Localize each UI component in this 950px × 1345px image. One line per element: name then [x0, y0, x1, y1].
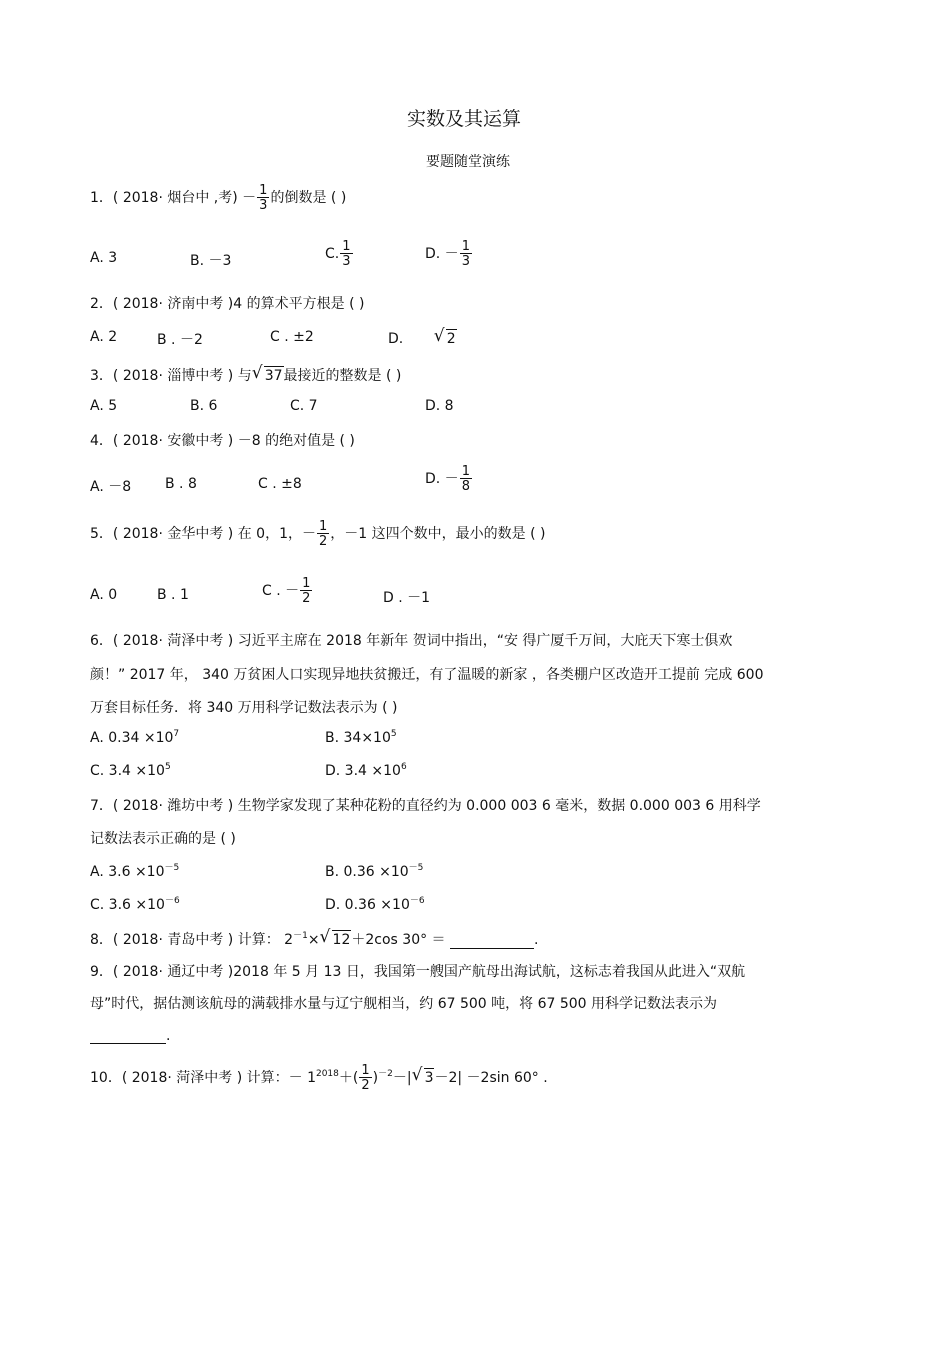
- answer-blank[interactable]: [450, 932, 534, 949]
- fraction: $\frac{1}{3}$: [259, 183, 268, 213]
- question-7-line-2: 记数法表示正确的是 ( ): [90, 831, 236, 847]
- question-7-line-1: 7．( 2018· 潍坊中考 ) 生物学家发现了某种花粉的直径约为 0.000 003 6 毫米，数据 0.000 003 6 用科学: [90, 798, 761, 814]
- answer-blank[interactable]: [90, 1027, 166, 1044]
- question-6-line-3: 万套目标任务．将 340 万用科学记数法表示为 ( ): [90, 700, 398, 716]
- q4-option-d: D. － $\frac{1}{8}$: [425, 464, 470, 494]
- q5-option-a: A. 0: [90, 587, 118, 603]
- q4-option-c: C . ±8: [258, 476, 302, 492]
- q2-option-c: C . ±2: [270, 329, 314, 345]
- q6-option-a: A. $0.34 \times 10^7$: [90, 729, 180, 746]
- q5-option-d: D . －1: [383, 590, 431, 606]
- question-10: 10．( 2018· 菏泽中考 ) 计算：－ $1^{2018}+$( $\frac{1}{2}$ )$^{-2}$－| √ 3－2| －2sin 60° .: [90, 1063, 548, 1093]
- q3-option-a: A. 5: [90, 398, 118, 414]
- q3-option-c: C. 7: [290, 398, 318, 414]
- question-5: 5．( 2018· 金华中考 ) 在 0，1，－ $\frac{1}{2}$ ，－1 这四个数中，最小的数是 ( ): [90, 519, 546, 549]
- q2-option-d: D. √ 2: [388, 326, 456, 347]
- q1-option-b: B. －3: [190, 253, 232, 269]
- page-subtitle: 要题随堂演练: [426, 154, 510, 170]
- q4-option-a: A. －8: [90, 479, 132, 495]
- q4-option-b: B . 8: [165, 476, 197, 492]
- question-9-line-2: 母”时代，据估测该航母的满载排水量与辽宁舰相当，约 67 500 吨，将 67 500 用科学记数法表示为: [90, 996, 718, 1012]
- question-9-line-1: 9．( 2018· 通辽中考 )2018 年 5 月 13 日，我国第一艘国产航母出海试航，这标志着我国从此进入“双航: [90, 964, 746, 980]
- q3-option-d: D. 8: [425, 398, 454, 414]
- q5-option-c: C . － $\frac{1}{2}$: [262, 576, 311, 606]
- question-3: 3．( 2018· 淄博中考 ) 与 √ 37最接近的整数是 ( ): [90, 363, 402, 384]
- question-8: 8．( 2018· 青岛中考 ) 计算： $2^{-1}\times$ √ 12＋2cos 30° ＝ .: [90, 927, 539, 948]
- q2-option-b: B . －2: [157, 332, 203, 348]
- q1-option-a: A. 3: [90, 250, 118, 266]
- q7-option-a: A. $3.6 \times 10^{-5}$: [90, 863, 180, 880]
- page-title: 实数及其运算: [407, 108, 522, 130]
- q1-option-d: D. － $\frac{1}{3}$: [425, 239, 470, 269]
- q6-option-d: D. $3.4 \times 10^6$: [325, 762, 407, 779]
- question-2: 2．( 2018· 济南中考 )4 的算术平方根是 ( ): [90, 296, 365, 312]
- q5-option-b: B . 1: [157, 587, 189, 603]
- q7-option-c: C. $3.6 \times 10^{-6}$: [90, 896, 180, 913]
- question-1: 1．( 2018· 烟台中 ,考) － $\frac{1}{3}$ 的倒数是 ( ): [90, 183, 347, 213]
- q2-option-a: A. 2: [90, 329, 118, 345]
- question-4: 4．( 2018· 安徽中考 ) －8 的绝对值是 ( ): [90, 433, 355, 449]
- question-9-line-3: .: [90, 1027, 170, 1044]
- q1-option-c: C. $\frac{1}{3}$: [325, 239, 351, 269]
- q3-option-b: B. 6: [190, 398, 218, 414]
- question-6-line-2: 颜！” 2017 年， 340 万贫困人口实现异地扶贫搬迁，有了温暖的新家 ，各类棚户区改造开工提前 完成 600: [90, 667, 764, 683]
- question-6-line-1: 6．( 2018· 菏泽中考 ) 习近平主席在 2018 年新年 贺词中指出，“安 得广厦千万间，大庇天下寒士俱欢: [90, 633, 733, 649]
- q6-option-b: B. $34\times 10^5$: [325, 729, 397, 746]
- q7-option-b: B. $0.36 \times 10^{-5}$: [325, 863, 424, 880]
- q7-option-d: D. $0.36 \times 10^{-6}$: [325, 896, 425, 913]
- q6-option-c: C. $3.4 \times 10^5$: [90, 762, 171, 779]
